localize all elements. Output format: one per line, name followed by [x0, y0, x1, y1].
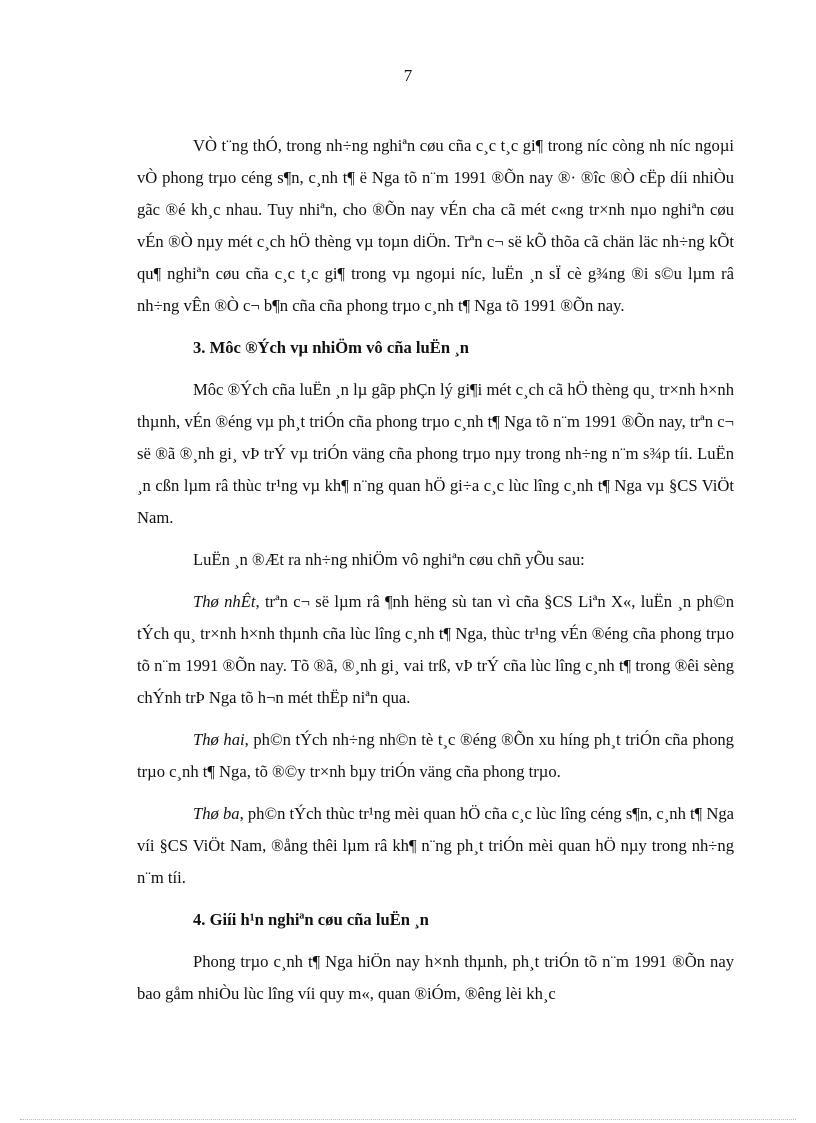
page-number: 7 — [403, 66, 413, 85]
task-1-lead: Thø nhÊt — [193, 592, 256, 611]
task-3-text: , ph©n tÝch thùc tr¹ng mèi quan hÖ cña c¸c lùc lîng céng s¶n, c¸nh t¶ Nga víi §CS ViÖt Nam, ®ång thêi lµm râ kh¶ n¨ng ph¸t triÓn mèi quan hÖ nµy trong nh÷ng n¨m tíi. — [137, 804, 734, 887]
paragraph-overview: VÒ t¨ng thÓ, trong nh÷ng nghiªn cøu cña c¸c t¸c gi¶ trong níc còng nh níc ngoµi vÒ phong trµo céng s¶n, c¸nh t¶ ë Nga tõ n¨m 1991 ®Õn nay ®· ®îc ®Ò cËp díi nhiÒu gãc ®é kh¸c nhau. Tuy nhiªn, cho ®Õn nay vÉn cha cã mét c«ng tr×nh nµo nghiªn cøu vÉn ®Ò nµy mét c¸ch hÖ thèng vµ toµn diÖn. Trªn c¬ së kÕ thõa cã chän läc nh÷ng kÕt qu¶ nghiªn cøu cña c¸c t¸c gi¶ trong vµ ngoµi níc, luËn ¸n sÏ cè g¾ng ®i s©u lµm râ nh÷ng vÊn ®Ò c¬ b¶n cña cña phong trµo c¸nh t¶ Nga tõ 1991 ®Õn nay. — [137, 136, 734, 315]
task-1-text: , trªn c¬ së lµm râ ¶nh hëng sù tan vì cña §CS Liªn X«, luËn ¸n ph©n tÝch qu¸ tr×nh h×nh thµnh cña lùc lîng c¸nh t¶ Nga, thùc tr¹ng vÉn ®éng cña phong trµo tõ n¨m 1991 ®Õn nay. Tõ ®ã, ®¸nh gi¸ vai trß, vÞ trÝ cña lùc lîng c¸nh t¶ trong ®êi sèng chÝnh trÞ Nga tõ h¬n mét thËp niªn qua. — [137, 592, 735, 707]
section-heading-3: 3. Môc ®Ých vµ nhiÖm vô cña luËn ¸n — [193, 338, 469, 357]
page-bottom-rule — [20, 1119, 796, 1120]
section-heading-4: 4. Giíi h¹n nghiªn cøu cña luËn ¸n — [193, 910, 429, 929]
task-2-lead: Thø hai — [193, 730, 245, 749]
task-3-lead: Thø ba — [193, 804, 240, 823]
paragraph-scope: Phong trµo c¸nh t¶ Nga hiÖn nay h×nh thµnh, ph¸t triÓn tõ n¨m 1991 ®Õn nay bao gåm nhiÒu lùc lîng víi quy m«, quan ®iÓm, ®êng lèi kh¸c — [137, 952, 734, 1003]
paragraph-purpose: Môc ®Ých cña luËn ¸n lµ gãp phÇn lý gi¶i mét c¸ch cã hÖ thèng qu¸ tr×nh h×nh thµnh, vÉn ®éng vµ ph¸t triÓn cña phong trµo c¸nh t¶ Nga tõ n¨m 1991 ®Õn nay, trªn c¬ së ®ã ®¸nh gi¸ vÞ trÝ vµ triÓn väng cña phong trµo nµy trong nh÷ng n¨m s¾p tíi. LuËn ¸n cßn lµm râ thùc tr¹ng vµ kh¶ n¨ng quan hÖ gi÷a c¸c lùc lîng c¸nh t¶ Nga vµ §CS ViÖt Nam. — [137, 380, 734, 527]
paragraph-task-2 — [137, 724, 734, 788]
paragraph-task-1 — [137, 586, 734, 714]
paragraph-task-3 — [137, 798, 734, 894]
document-body — [137, 130, 734, 1020]
task-2-text: , ph©n tÝch nh÷ng nh©n tè t¸c ®éng ®Õn xu híng ph¸t triÓn cña phong trµo c¸nh t¶ Nga, tõ ®©y tr×nh bµy triÓn väng cña phong trµo. — [137, 730, 734, 781]
paragraph-tasks-intro: LuËn ¸n ®Æt ra nh÷ng nhiÖm vô nghiªn cøu chñ yÕu sau: — [193, 550, 585, 569]
